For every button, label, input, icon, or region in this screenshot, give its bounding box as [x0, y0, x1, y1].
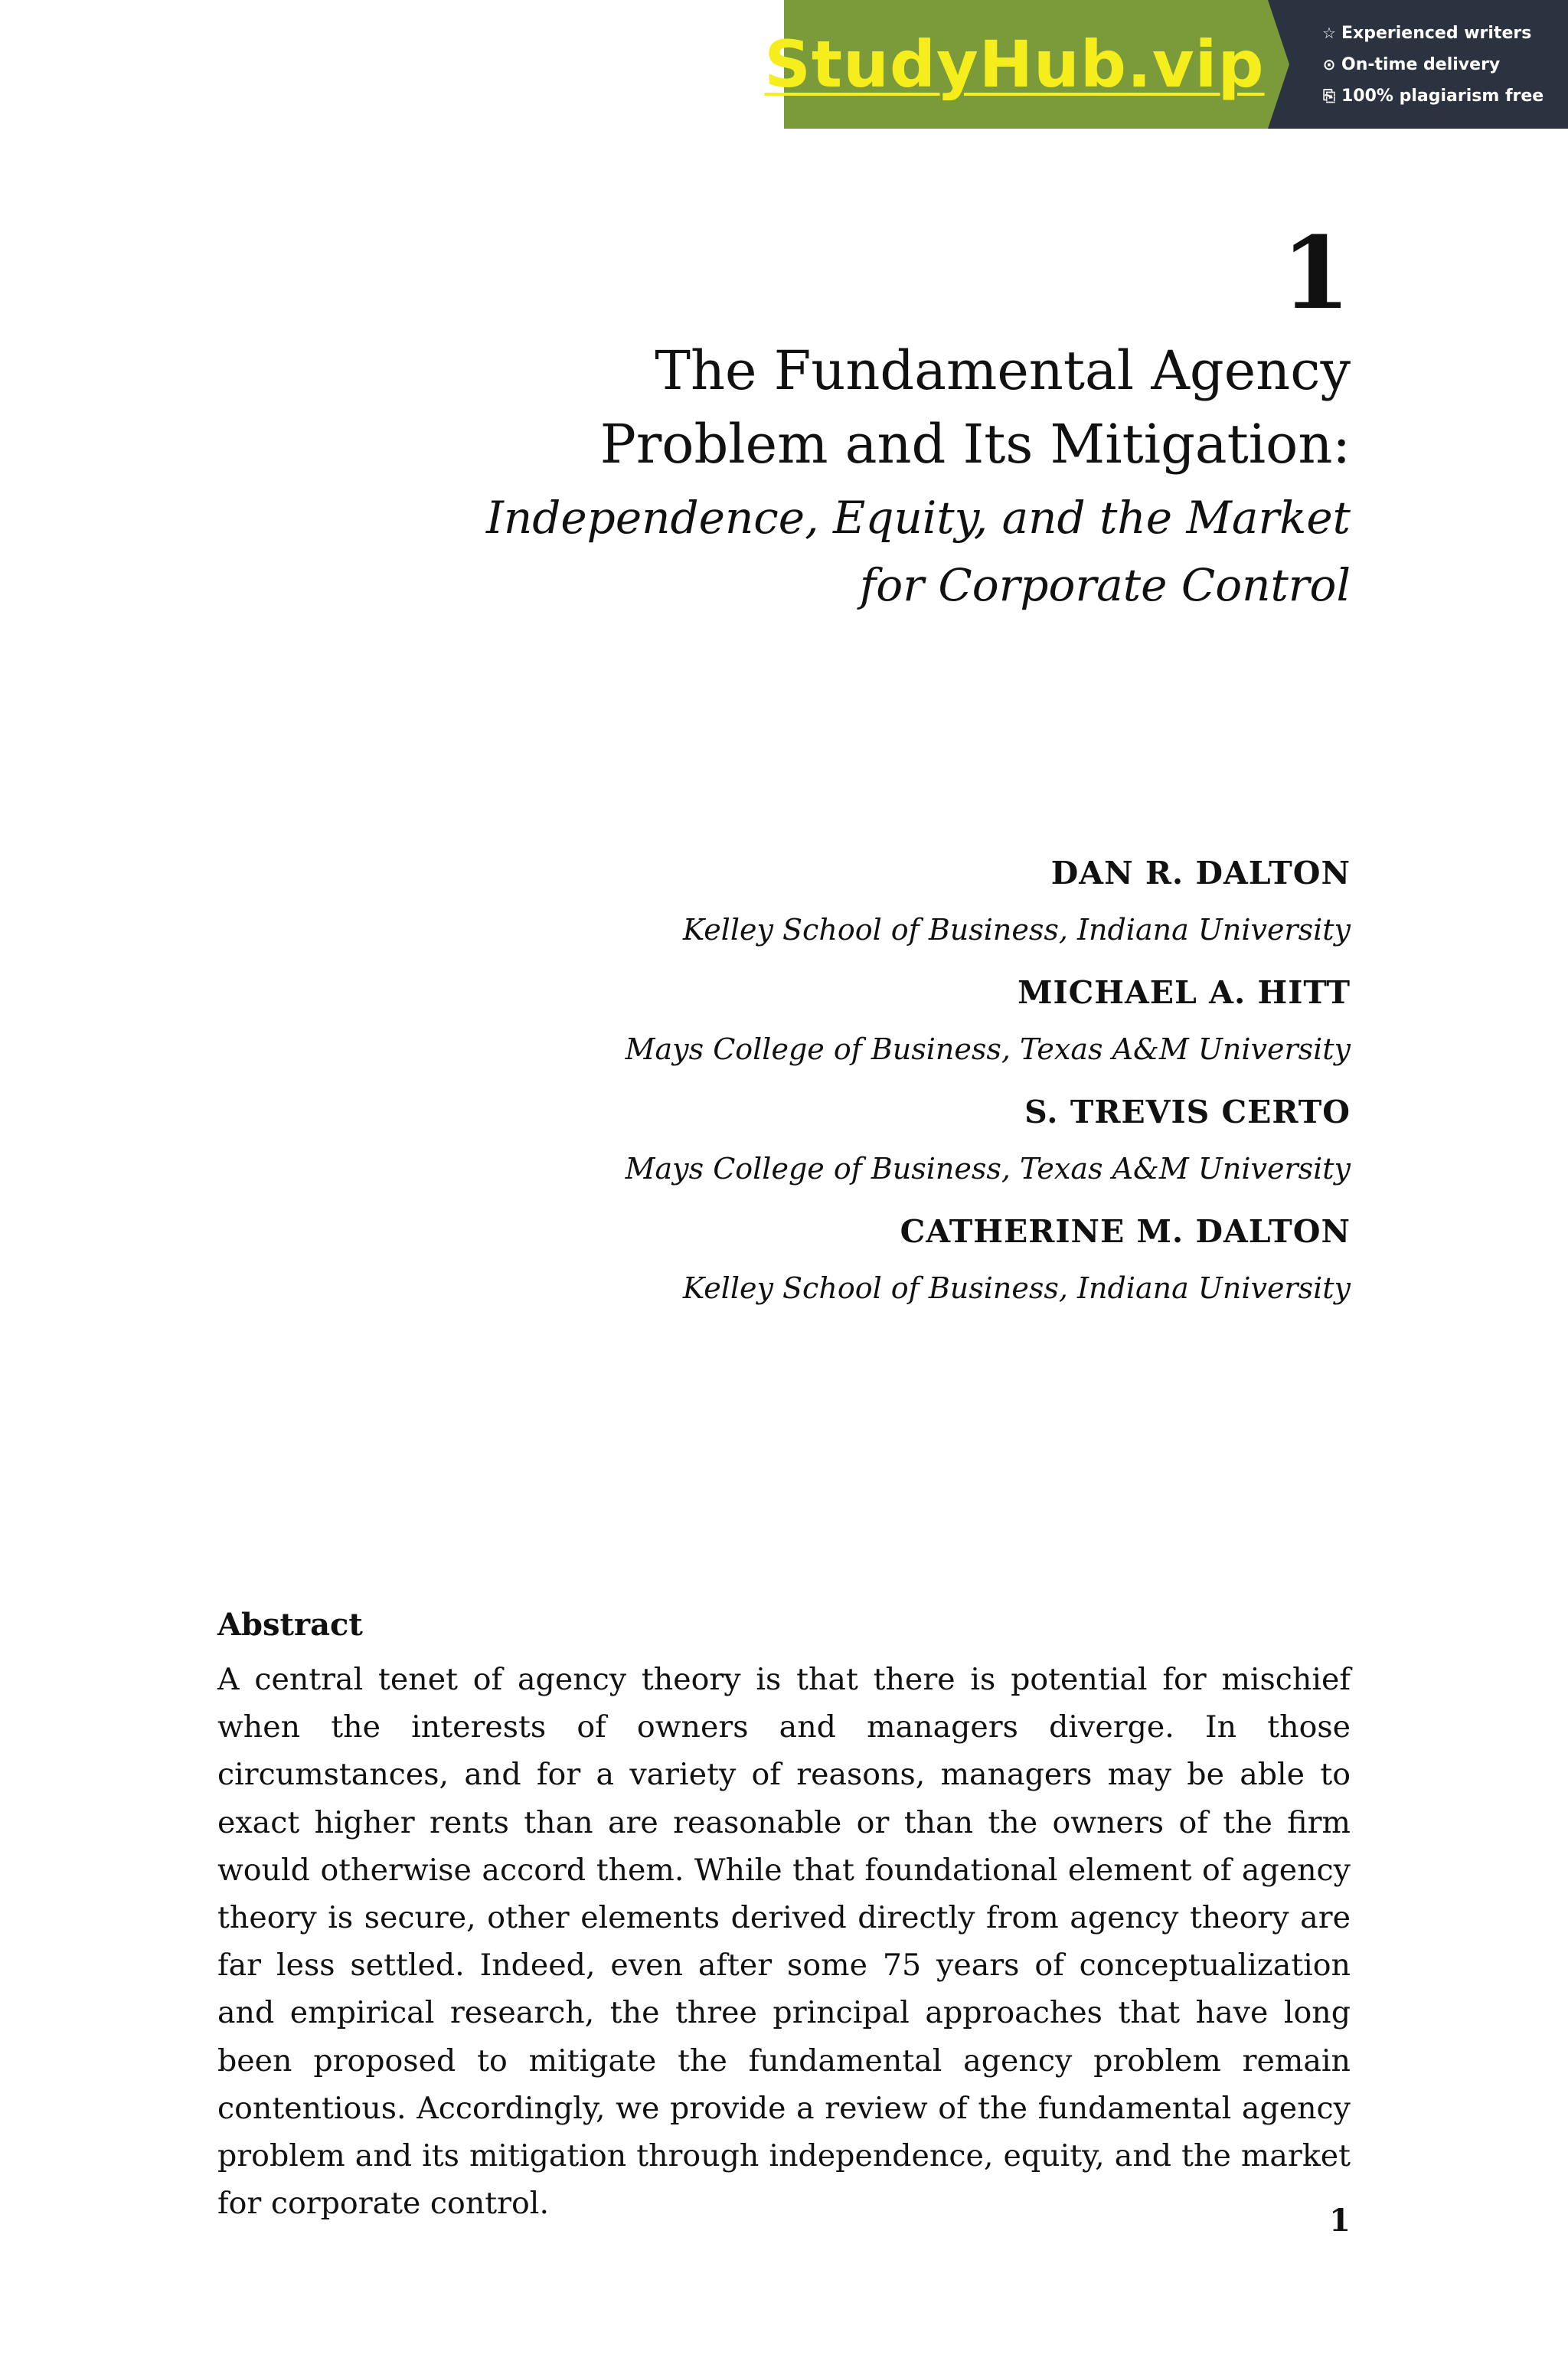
author-name: CATHERINE M. DALTON — [900, 1213, 1351, 1250]
page-number: 1 — [1329, 2203, 1351, 2239]
feature-label: Experienced writers — [1341, 23, 1532, 43]
author-name: DAN R. DALTON — [1050, 855, 1351, 891]
brand-panel — [764, 0, 1268, 129]
studyhub-banner[interactable] — [764, 0, 1568, 129]
clock-icon: ⊙ — [1322, 54, 1336, 74]
author-name: MICHAEL A. HITT — [1018, 974, 1351, 1011]
star-icon: ☆ — [1322, 23, 1336, 42]
feature-experienced-writers — [1320, 18, 1568, 49]
author-list — [279, 849, 1351, 1326]
feature-label: On-time delivery — [1341, 54, 1501, 74]
brand-logo[interactable]: StudyHub.vip — [764, 27, 1265, 102]
author-entry — [279, 1207, 1351, 1313]
chapter-title: The Fundamental Agency Problem and Its Mitigation: — [599, 339, 1351, 476]
abstract-body: A central tenet of agency theory is that there is potential for mischief when the interests of owners and managers diverge. In those circumstances, and for a variety of reasons, managers may be able to exact higher rents than are reasonable or than the owners of the firm would otherwise accord them. While that foundational element of agency theory is secure, other elements derived directly from agency theory are far less settled. Indeed, even after some 75 years of conceptualization and empirical research, the three principal approaches that have long been proposed to mitigate the fundamental agency problem remain contentious. Accordingly, we provide a review of the fundamental agency problem and its mitigation through independence, equity, and the market for corporate control. — [217, 1662, 1351, 2222]
author-affiliation: Mays College of Business, Texas A&M University — [625, 1032, 1351, 1066]
document-icon: ⎘ — [1323, 86, 1335, 105]
feature-plagiarism-free — [1320, 80, 1568, 112]
chapter-subtitle: Independence, Equity, and the Market for Corporate Control — [485, 492, 1351, 611]
feature-on-time-delivery — [1320, 49, 1568, 80]
author-entry — [279, 968, 1351, 1074]
abstract-heading: Abstract — [217, 1607, 363, 1643]
features-panel — [1268, 0, 1568, 129]
author-affiliation: Kelley School of Business, Indiana University — [682, 913, 1351, 947]
author-entry — [279, 849, 1351, 954]
author-affiliation: Mays College of Business, Texas A&M University — [625, 1152, 1351, 1186]
chapter-number: 1 — [1281, 214, 1351, 332]
author-name: S. TREVIS CERTO — [1024, 1094, 1351, 1130]
author-entry — [279, 1088, 1351, 1193]
author-affiliation: Kelley School of Business, Indiana University — [682, 1271, 1351, 1305]
abstract-section — [217, 1601, 1351, 2227]
feature-label: 100% plagiarism free — [1341, 86, 1544, 106]
